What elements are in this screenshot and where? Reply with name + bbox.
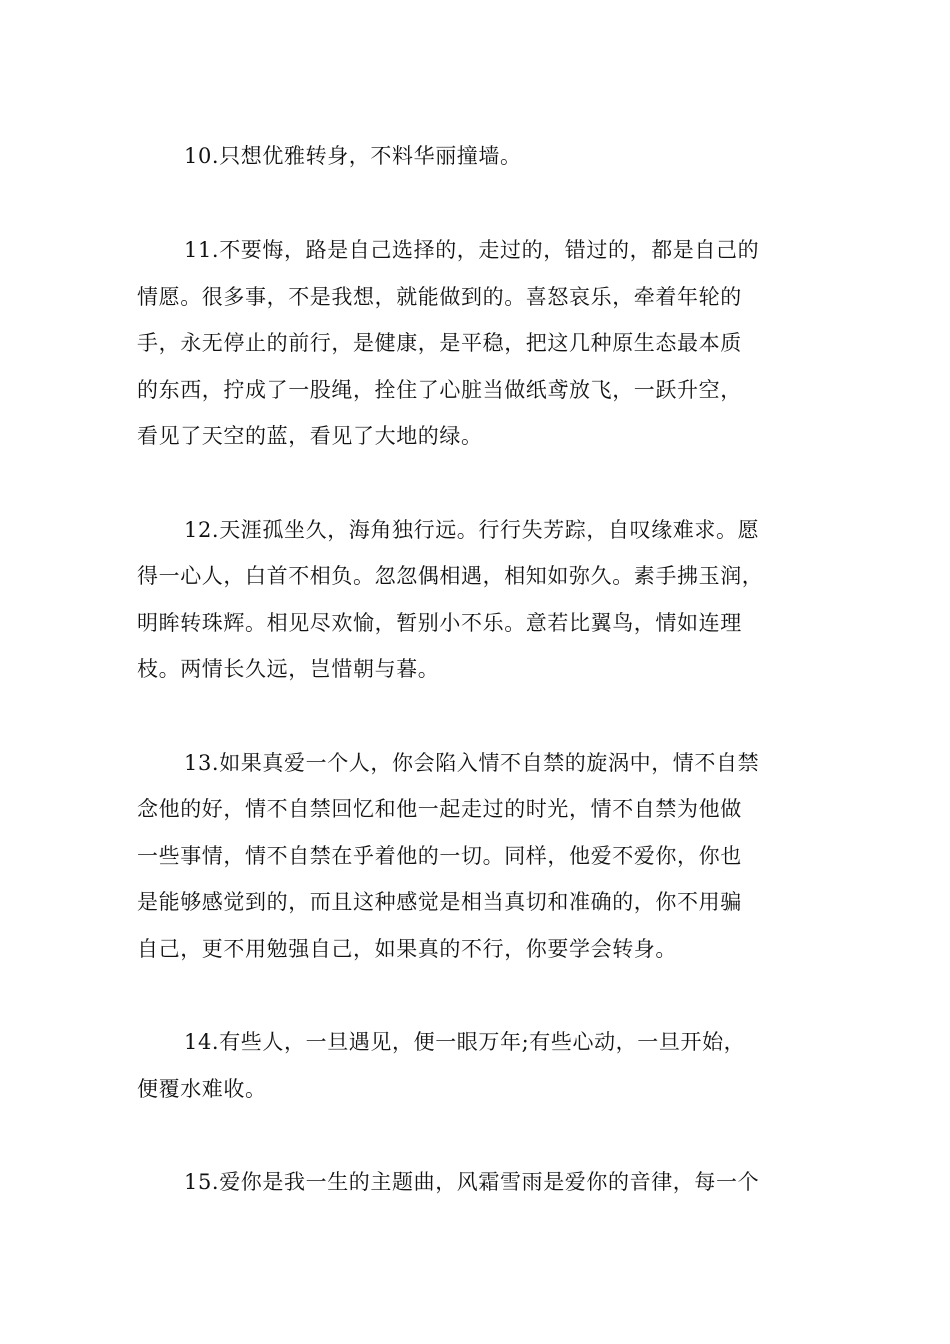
paragraph-10-line-1: 10.只想优雅转身，不料华丽撞墙。 [184,144,522,168]
paragraph-12-line-2: 得一心人，白首不相负。忽忽偶相遇，相知如弥久。素手拂玉润， [137,564,764,588]
paragraph-12-line-3: 明眸转珠辉。相见尽欢愉，暂别小不乐。意若比翼鸟，情如连理 [137,611,742,635]
paragraph-11-line-2: 情愿。很多事，不是我想，就能做到的。喜怒哀乐，牵着年轮的 [137,285,742,309]
paragraph-13-line-5: 自己，更不用勉强自己，如果真的不行，你要学会转身。 [137,937,677,961]
paragraph-13-line-3: 一些事情，情不自禁在乎着他的一切。同样，他爱不爱你，你也 [137,844,742,868]
paragraph-14-line-1: 14.有些人，一旦遇见，便一眼万年;有些心动，一旦开始， [184,1030,746,1054]
paragraph-11-line-1: 11.不要悔，路是自己选择的，走过的，错过的，都是自己的 [184,238,760,262]
paragraph-13-line-2: 念他的好，情不自禁回忆和他一起走过的时光，情不自禁为他做 [137,797,742,821]
paragraph-14-line-2: 便覆水难收。 [137,1077,267,1101]
paragraph-11-line-4: 的东西，拧成了一股绳，拴住了心脏当做纸鸢放飞，一跃升空， [137,378,742,402]
paragraph-15-line-1: 15.爱你是我一生的主题曲，风霜雪雨是爱你的音律，每一个 [184,1170,760,1194]
paragraph-11-line-5: 看见了天空的蓝，看见了大地的绿。 [137,424,483,448]
paragraph-13-line-4: 是能够感觉到的，而且这种感觉是相当真切和准确的，你不用骗 [137,890,742,914]
paragraph-11-line-3: 手，永无停止的前行，是健康，是平稳，把这几种原生态最本质 [137,331,742,355]
paragraph-12-line-1: 12.天涯孤坐久，海角独行远。行行失芳踪，自叹缘难求。愿 [184,518,760,542]
paragraph-13-line-1: 13.如果真爱一个人，你会陷入情不自禁的旋涡中，情不自禁 [184,751,760,775]
paragraph-12-line-4: 枝。两情长久远，岂惜朝与暮。 [137,657,440,681]
